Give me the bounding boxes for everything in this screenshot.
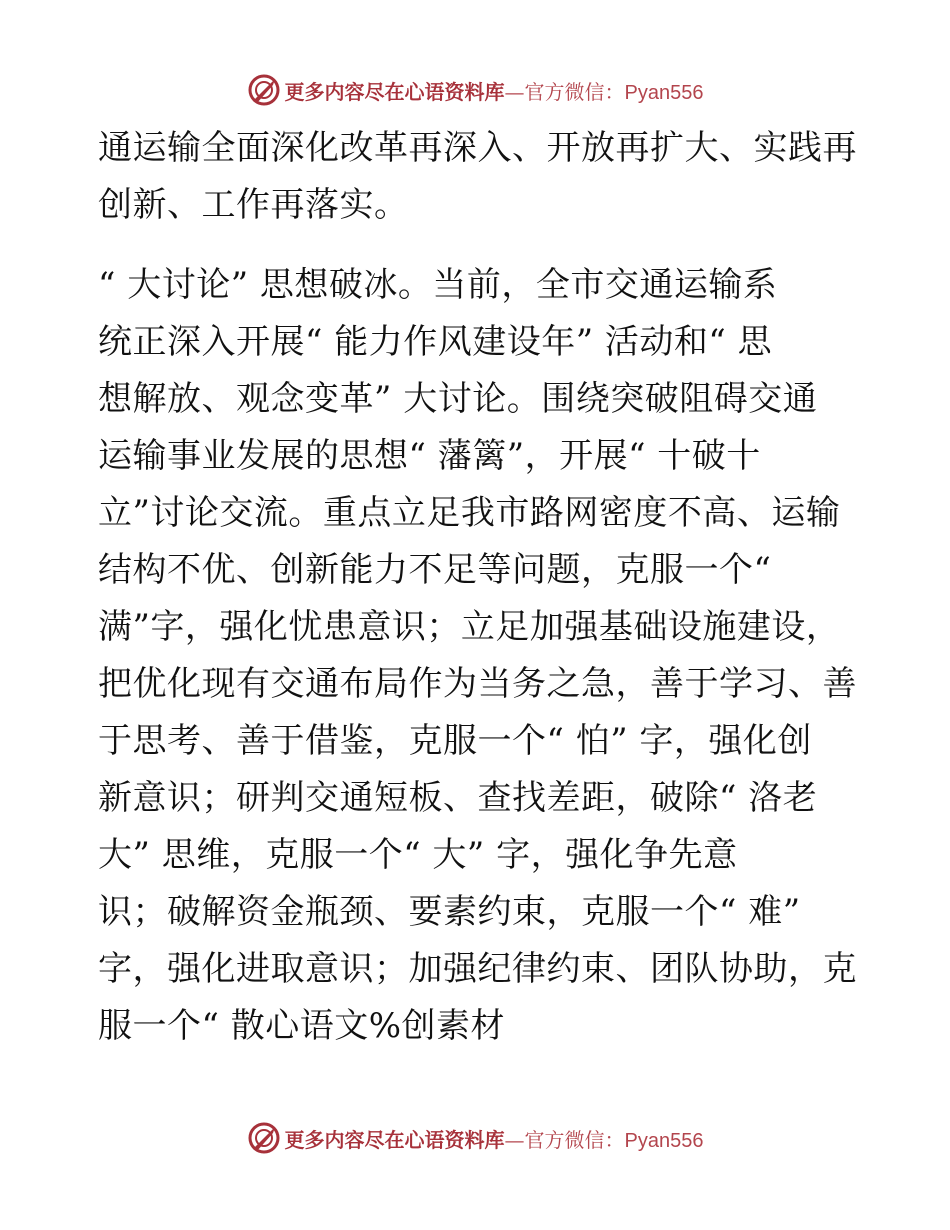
text-line: 想解放、观念变革” 大讨论。围绕突破阻碍交通 bbox=[98, 379, 818, 419]
watermark-wechat-id: Pyan556 bbox=[624, 1129, 704, 1152]
text-line: 大” 思维，克服一个“ 大” 字，强化争先意 bbox=[98, 835, 738, 875]
paragraph-gap bbox=[98, 234, 858, 257]
text-line: 满”字，强化忧患意识；立足加强基础设施建设， bbox=[98, 607, 841, 647]
text-line: 字，强化进取意识；加强纪律约束、团队协助，克 bbox=[98, 949, 857, 989]
text-line: “ 大讨论” 思想破冰。当前，全市交通运输系 bbox=[98, 265, 778, 305]
watermark-wechat-id: Pyan556 bbox=[624, 81, 704, 104]
footer-watermark bbox=[0, 1118, 950, 1158]
text-line: 创新、工作再落实。 bbox=[98, 185, 409, 225]
text-line: 服一个“ 散心语文%创素材 bbox=[98, 1006, 505, 1046]
header-watermark bbox=[0, 70, 950, 110]
document-body bbox=[98, 120, 858, 1055]
text-line: 统正深入开展“ 能力作风建设年” 活动和“ 思 bbox=[98, 322, 773, 362]
text-line: 立”讨论交流。重点立足我市路网密度不高、运输 bbox=[98, 493, 841, 533]
text-line: 把优化现有交通布局作为当务之急，善于学习、善 bbox=[98, 664, 857, 704]
paragraph bbox=[98, 257, 858, 1055]
pen-logo-icon bbox=[247, 73, 281, 107]
paragraph bbox=[98, 120, 858, 234]
watermark-wechat-label: —官方微信： bbox=[504, 79, 625, 104]
text-line: 运输事业发展的思想“ 藩篱”，开展“ 十破十 bbox=[98, 436, 761, 476]
pen-logo-icon bbox=[247, 1121, 281, 1155]
watermark-text bbox=[285, 76, 704, 105]
watermark-site-name: 更多内容尽在心语资料库 bbox=[284, 1127, 505, 1152]
text-line: 于思考、善于借鉴，克服一个“ 怕” 字，强化创 bbox=[98, 721, 812, 761]
text-line: 通运输全面深化改革再深入、开放再扩大、实践再 bbox=[98, 128, 857, 168]
watermark-site-name: 更多内容尽在心语资料库 bbox=[284, 79, 505, 104]
watermark-text bbox=[285, 1124, 704, 1153]
text-line: 识；破解资金瓶颈、要素约束，克服一个“ 难” bbox=[98, 892, 801, 932]
text-line: 结构不优、创新能力不足等问题，克服一个“ bbox=[98, 550, 772, 590]
watermark-wechat-label: —官方微信： bbox=[504, 1127, 625, 1152]
text-line: 新意识；研判交通短板、查找差距，破除“ 洛老 bbox=[98, 778, 818, 818]
